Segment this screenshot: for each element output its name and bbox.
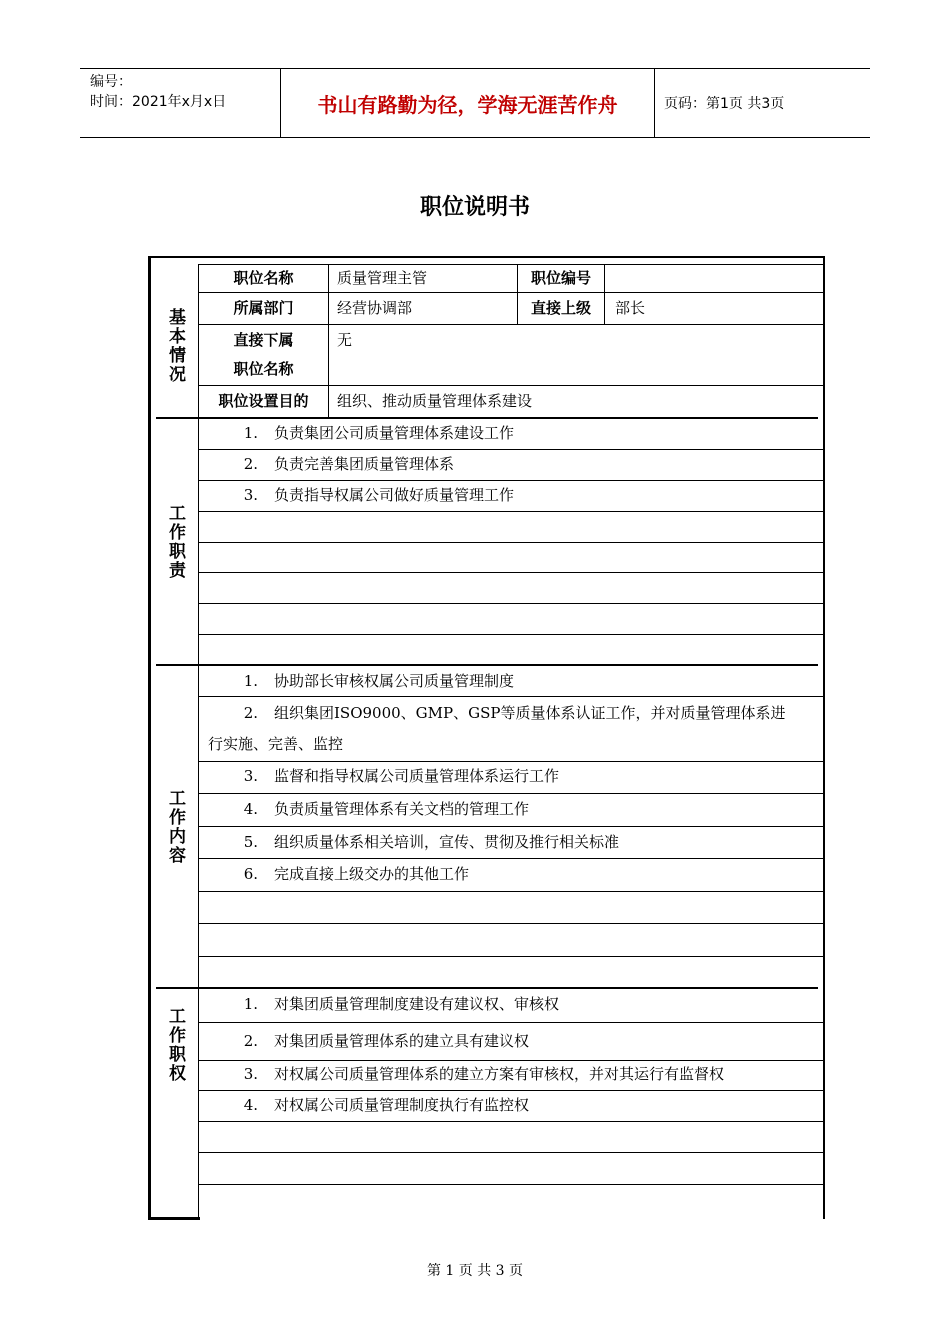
subordinate-value: 无 bbox=[337, 331, 353, 349]
content-item: 4. 负责质量管理体系有关文档的管理工作 bbox=[243, 800, 530, 818]
column-divider bbox=[604, 264, 605, 324]
row-border bbox=[199, 891, 823, 892]
content-item: 2. 组织集团ISO9000、GMP、GSP等质量体系认证工作，并对质量管理体系进 bbox=[243, 704, 786, 722]
content-item: 5. 组织质量体系相关培训，宣传、贯彻及推行相关标准 bbox=[243, 833, 620, 851]
document-title: 职位说明书 bbox=[419, 195, 530, 220]
section-label-basic bbox=[151, 276, 198, 416]
form-border bbox=[148, 1217, 200, 1220]
superior-value: 部长 bbox=[615, 299, 646, 317]
row-border bbox=[199, 572, 823, 573]
position-name-value: 质量管理主管 bbox=[337, 269, 428, 287]
row-border bbox=[199, 1152, 823, 1153]
duty-item: 1. 负责集团公司质量管理体系建设工作 bbox=[243, 424, 515, 442]
content-item: 1. 协助部长审核权属公司质量管理制度 bbox=[243, 672, 515, 690]
row-border bbox=[199, 923, 823, 924]
section-label-content bbox=[151, 666, 198, 988]
header-meta bbox=[80, 69, 280, 137]
page-footer: 第 1 页 共 3 页 bbox=[426, 1263, 524, 1279]
position-code-label: 职位编号 bbox=[530, 269, 591, 287]
authority-item: 3. 对权属公司质量管理体系的建立方案有审核权，并对其运行有监督权 bbox=[243, 1065, 725, 1083]
header-page-info: 页码：第1页 共3页 bbox=[664, 96, 785, 112]
row-border bbox=[199, 511, 823, 512]
row-border bbox=[199, 634, 823, 635]
position-name-label: 职位名称 bbox=[233, 269, 294, 287]
subordinate-label-line2: 职位名称 bbox=[233, 360, 294, 378]
department-value: 经营协调部 bbox=[337, 299, 413, 317]
row-border bbox=[199, 696, 823, 697]
row-border bbox=[199, 1184, 823, 1185]
section-label-duties bbox=[151, 419, 198, 665]
column-divider bbox=[198, 666, 199, 988]
row-border bbox=[199, 1121, 823, 1122]
row-border bbox=[199, 542, 823, 543]
purpose-label: 职位设置目的 bbox=[218, 392, 309, 410]
purpose-value: 组织、推动质量管理体系建设 bbox=[337, 392, 533, 410]
job-description-form bbox=[148, 256, 825, 1219]
duty-item: 2. 负责完善集团质量管理体系 bbox=[243, 455, 455, 473]
authority-item: 4. 对权属公司质量管理制度执行有监控权 bbox=[243, 1096, 530, 1114]
content-item: 3. 监督和指导权属公司质量管理体系运行工作 bbox=[243, 767, 560, 785]
doc-time-label: 时间：2021年x月x日 bbox=[90, 94, 227, 110]
section-label-text: 工作职权 bbox=[165, 1007, 185, 1083]
section-label-text: 工作职责 bbox=[165, 504, 185, 580]
duty-item: 3. 负责指导权属公司做好质量管理工作 bbox=[243, 486, 515, 504]
department-label: 所属部门 bbox=[233, 299, 294, 317]
subordinate-label bbox=[199, 326, 328, 384]
authority-item: 1. 对集团质量管理制度建设有建议权、审核权 bbox=[243, 995, 560, 1013]
subordinate-label-line1: 直接下属 bbox=[233, 331, 294, 349]
row-border bbox=[199, 1022, 823, 1023]
row-border bbox=[199, 603, 823, 604]
row-border bbox=[199, 324, 823, 325]
section-label-authority bbox=[151, 989, 198, 1101]
form-border bbox=[823, 256, 825, 1219]
authority-item: 2. 对集团质量管理体系的建立具有建议权 bbox=[243, 1032, 530, 1050]
header-motto: 书山有路勤为径，学海无涯苦作舟 bbox=[317, 92, 618, 117]
column-divider bbox=[328, 264, 329, 418]
header-divider bbox=[654, 69, 655, 137]
section-label-text: 工作内容 bbox=[165, 789, 185, 865]
doc-number-label: 编号： bbox=[90, 74, 132, 90]
form-border bbox=[148, 256, 825, 258]
superior-label: 直接上级 bbox=[530, 299, 591, 317]
page-header bbox=[80, 68, 870, 138]
content-item-continuation: 行实施、完善、监控 bbox=[208, 735, 344, 753]
section-label-text: 基本情况 bbox=[165, 308, 185, 384]
content-item: 6. 完成直接上级交办的其他工作 bbox=[243, 865, 470, 883]
row-border bbox=[199, 956, 823, 957]
